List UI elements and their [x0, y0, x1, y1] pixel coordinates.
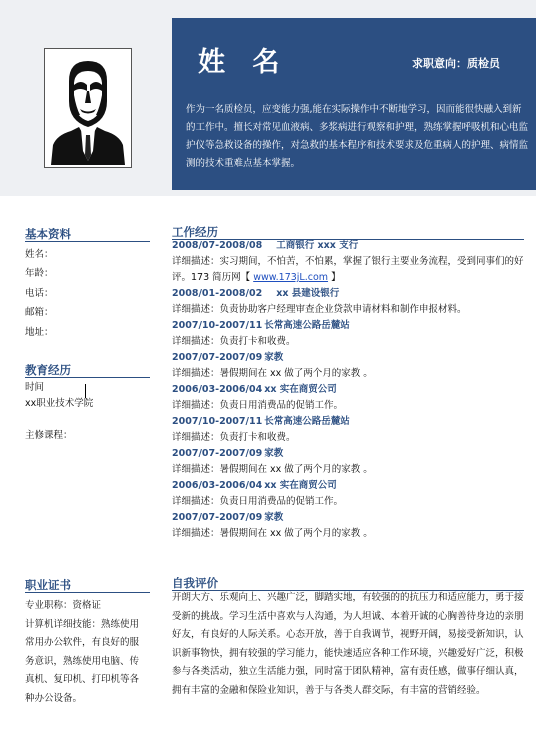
work-item	[172, 238, 524, 286]
work-date: 2007/07-2007/09	[172, 512, 263, 523]
applicant-name: 姓 名	[198, 47, 289, 78]
work-item-header	[172, 510, 524, 526]
work-company: 家教	[264, 512, 284, 523]
basic-info-title: 基本资料	[25, 227, 71, 241]
work-description	[172, 398, 524, 414]
work-title: 工作经历	[172, 225, 218, 239]
self-eval-text: 开朗大方、乐观向上、兴趣广泛，脚踏实地，有较强的的抗压力和适应能力，勇于接受新的挑战。学习生活中喜欢与人沟通，为人坦诚、本着开诚的心胸善待身边的亲朋好友，有良好的人际关系。心态开放，善于自我调节，视野开阔，易接受新知识，认识新事物快，拥有较强的学习能力，能快速适应各种工作环境，兴趣爱好广泛，积极参与各类活动，独立生活能力强，同时富于团队精神，富有责任感，做事仔细认真，拥有丰富的金融和保险业知识，善于与各类人群交际，有丰富的营销经验。	[172, 592, 524, 696]
work-company: 工商银行 xxx 支行	[276, 240, 359, 251]
basic-info-field: 邮箱：	[25, 307, 54, 319]
work-item-header	[172, 382, 524, 398]
work-description-text: 详细描述：暑假期间在 xx 做了两个月的家教 。	[172, 528, 373, 539]
work-item-header	[172, 414, 524, 430]
work-description	[172, 462, 524, 478]
basic-info-field: 姓名：	[25, 249, 54, 260]
certificate-line: 常用办公软件，有良好的服	[25, 637, 140, 648]
website-link[interactable]: www.173jL.com	[253, 272, 329, 283]
intro-summary: 作为一名质检员，应变能力强,能在实际操作中不断地学习，因而能很快融入到新的工作中。擅长对常见血液病、多浆病进行观察和护理，熟练掌握呼吸机和心电监护仪等急救设备的操作，对急救的基本程序和技术要求及危重病人的护理、病情监测的技术重难点基本掌握。	[186, 104, 529, 169]
work-description-text: 详细描述：实习期间，不怕苦，不怕累，掌握了银行主要业务流程，受到同事们的好评。173 简历网【	[172, 256, 524, 283]
work-company: xx 实在商贸公司	[264, 384, 337, 395]
text-cursor	[85, 384, 86, 398]
work-item	[172, 510, 524, 542]
work-item-header	[172, 286, 524, 302]
work-description-text: 详细描述：负责协助客户经理审查企业贷款申请材料和制作申报材料。	[172, 304, 467, 315]
education-line: xx职业技术学院	[25, 398, 94, 409]
work-description-text: 详细描述：暑假期间在 xx 做了两个月的家教 。	[172, 464, 373, 475]
work-date: 2007/10-2007/11	[172, 320, 263, 331]
education-line	[25, 412, 93, 428]
certificates-section	[25, 597, 139, 708]
portrait-image	[47, 51, 129, 165]
basic-info-list	[25, 245, 54, 342]
education-section	[25, 380, 93, 444]
work-company: xx 县建设银行	[276, 288, 340, 299]
work-date: 2007/07-2007/09	[172, 352, 263, 363]
work-date: 2007/10-2007/11	[172, 416, 263, 427]
work-description	[172, 430, 524, 446]
work-company: 家教	[264, 352, 284, 363]
work-description-text: 详细描述：负责日用消费品的促销工作。	[172, 496, 344, 507]
basic-info-section	[25, 245, 54, 342]
basic-info-field: 地址：	[25, 326, 54, 338]
work-item	[172, 414, 524, 446]
work-item	[172, 318, 524, 350]
certificate-line: 种办公设备。	[25, 692, 83, 704]
work-item	[172, 382, 524, 414]
work-item	[172, 286, 524, 318]
work-company: 家教	[264, 448, 284, 459]
education-rule	[25, 377, 150, 378]
work-date: 2006/03-2006/04	[172, 480, 263, 491]
work-date: 2008/01-2008/02	[172, 288, 263, 299]
work-description-text: 详细描述：负责打卡和收费。	[172, 336, 296, 347]
work-description	[172, 494, 524, 510]
work-description	[172, 526, 524, 542]
education-line: 主修课程：	[25, 430, 73, 441]
certificate-line: 计算机详细技能：熟练使用	[25, 618, 140, 630]
certificate-line: 真机、复印机、打印机等各	[25, 674, 140, 685]
work-company: 长常高速公路岳麓站	[264, 320, 350, 331]
work-item	[172, 478, 524, 510]
self-eval-title: 自我评价	[172, 576, 218, 590]
work-item-header	[172, 350, 524, 366]
header-box	[172, 18, 536, 190]
profile-photo	[44, 48, 132, 168]
work-item-header	[172, 318, 524, 334]
certificates-rule	[25, 592, 150, 593]
work-description	[172, 302, 524, 318]
work-description-text: 详细描述：暑假期间在 xx 做了两个月的家教 。	[172, 368, 373, 379]
education-line: 时间	[25, 382, 45, 393]
work-description	[172, 334, 524, 350]
work-item-header	[172, 446, 524, 462]
job-objective: 求职意向：质检员	[412, 57, 500, 70]
work-description	[172, 366, 524, 382]
bracket-close: 】	[331, 272, 341, 283]
basic-info-field: 年龄：	[25, 268, 54, 280]
work-item-header	[172, 238, 524, 254]
work-date: 2006/03-2006/04	[172, 384, 263, 395]
work-item	[172, 350, 524, 382]
work-experience-list	[172, 238, 524, 542]
work-description-text: 详细描述：负责打卡和收费。	[172, 432, 296, 443]
certificate-line: 务意识，熟练使用电脑、传	[25, 655, 140, 667]
work-item	[172, 446, 524, 478]
certificates-title: 职业证书	[25, 578, 71, 592]
work-item-header	[172, 478, 524, 494]
education-title: 教育经历	[25, 363, 71, 377]
work-date: 2007/07-2007/09	[172, 448, 263, 459]
basic-info-rule	[25, 241, 150, 242]
work-description	[172, 254, 524, 286]
basic-info-field: 电话：	[25, 287, 54, 299]
work-company: 长常高速公路岳麓站	[264, 416, 350, 427]
work-company: xx 实在商贸公司	[264, 480, 337, 491]
work-description-text: 详细描述：负责日用消费品的促销工作。	[172, 400, 344, 411]
certificate-line: 专业职称：资格证	[25, 600, 102, 611]
work-date: 2008/07-2008/08	[172, 240, 263, 251]
